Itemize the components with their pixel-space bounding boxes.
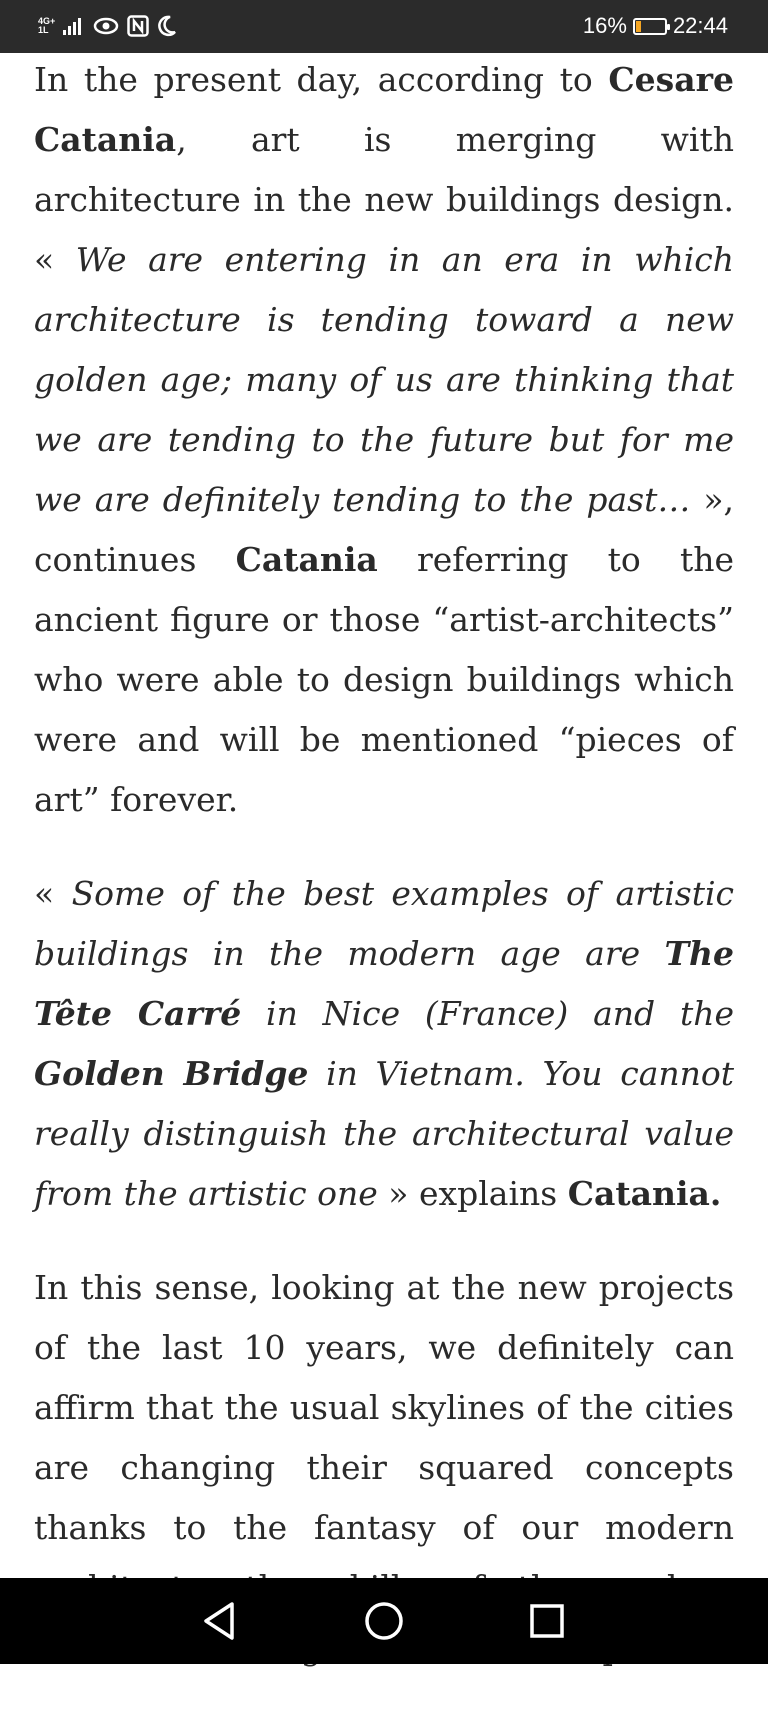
article-paragraph-1 bbox=[34, 50, 734, 830]
home-icon[interactable] bbox=[361, 1598, 407, 1644]
text-run: In this sense, looking at the new projects of the last 10 years, we definitely can affirm that the usual skylines of the cities are changing their squared concepts thanks to the fantasy of our modern bbox=[34, 1268, 734, 1547]
article-body bbox=[34, 50, 734, 1712]
building-name: Golden Bridge bbox=[34, 1054, 309, 1093]
battery-percent: 16% bbox=[582, 13, 627, 38]
signal-icon bbox=[63, 17, 85, 35]
navigation-bar bbox=[0, 1578, 768, 1664]
battery-icon bbox=[633, 18, 667, 35]
moon-icon bbox=[157, 15, 177, 37]
status-bar bbox=[0, 0, 768, 53]
quote-text: We are entering in an era in which architecture is tending toward a new golden age; many of us are thinking that we are tending to the future but for me we are definitely tending to the past… bbox=[34, 240, 734, 519]
quote-text: Some of the best examples of artistic buildings in the modern age are bbox=[34, 874, 734, 973]
status-icons-left bbox=[38, 12, 177, 40]
status-icons-right bbox=[583, 10, 728, 42]
text-run: referring to the ancient figure or those “artist-architects” who were able to design buildings which were and will be mentioned “pieces of art” forever. bbox=[34, 540, 734, 819]
text-run: », continues bbox=[34, 480, 734, 579]
text-run: » explains bbox=[377, 1174, 568, 1213]
network-type bbox=[38, 17, 55, 35]
quote-text: in Nice (France) and the bbox=[241, 994, 734, 1033]
person-name: Catania. bbox=[567, 1174, 722, 1213]
text-run: , art is merging with architecture in the new buildings design. « bbox=[34, 120, 734, 279]
person-name: Catania bbox=[235, 540, 378, 579]
nfc-icon bbox=[127, 15, 149, 37]
building-name: The Tête Carré bbox=[34, 934, 734, 1033]
text-run: « bbox=[34, 874, 72, 913]
network-type-top: 4G+ bbox=[38, 16, 56, 26]
article-paragraph-2 bbox=[34, 864, 734, 1224]
clock: 22:44 bbox=[672, 13, 728, 38]
network-type-bottom: 1L bbox=[38, 25, 49, 35]
quote-text: in Vietnam. You cannot really distinguish the architectural value from the artistic one bbox=[34, 1054, 734, 1213]
person-name: Cesare Catania bbox=[34, 60, 734, 159]
recents-icon[interactable] bbox=[524, 1598, 570, 1644]
back-icon[interactable] bbox=[196, 1598, 242, 1644]
text-run: In the present day, according to bbox=[34, 60, 609, 99]
battery-level-fill bbox=[636, 21, 641, 32]
eye-icon bbox=[93, 17, 119, 35]
